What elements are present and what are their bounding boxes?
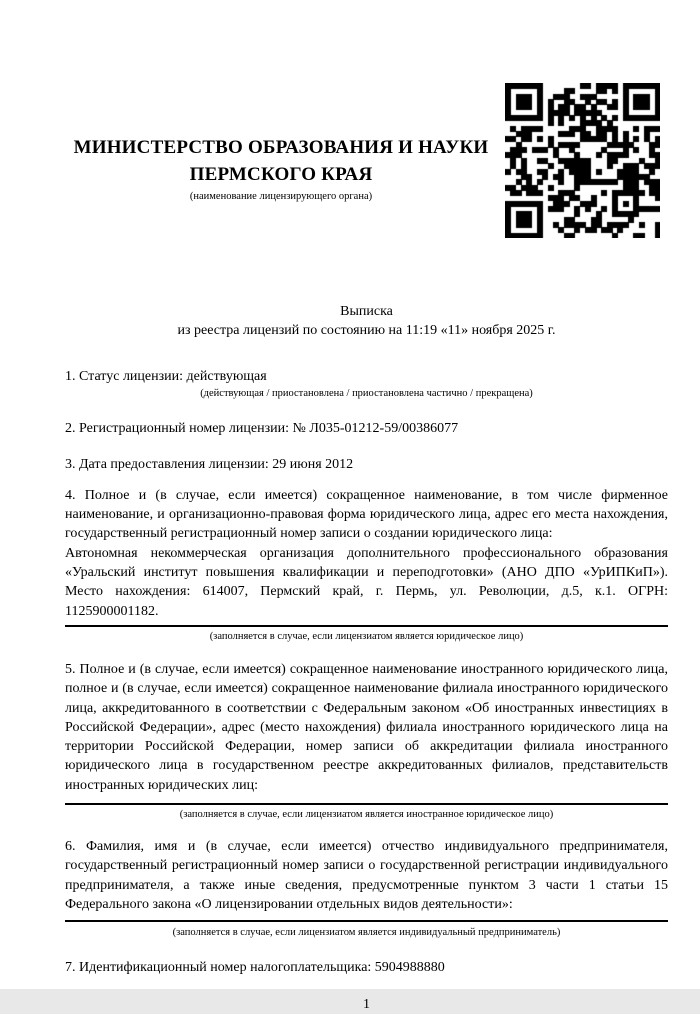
licensing-authority-block <box>65 83 497 203</box>
item-4-legal-entity-value: Автономная некоммерческая организация дополнительного профессионального образования «Уральский институт повышения квалификации и переподготовки» (АНО ДПО «УрИПКиП»). Место нахождения: 614007, Пермский край, г. Пермь, ул. Революции, д.5, к.1. ОГРН: 1125900001182. <box>65 545 668 619</box>
item-7-taxpayer-number: 7. Идентификационный номер налогоплательщика: 5904988880 <box>65 960 445 976</box>
ministry-caption: (наименование лицензирующего органа) <box>189 191 373 202</box>
ministry-name-line2: ПЕРМСКОГО КРАЯ <box>189 164 373 185</box>
document-title-line1: Выписка <box>340 304 393 319</box>
item-1-license-status: 1. Статус лицензии: действующая <box>65 369 267 384</box>
ministry-name-line1: МИНИСТЕРСТВО ОБРАЗОВАНИЯ И НАУКИ <box>73 137 489 158</box>
item-1-caption: (действующая / приостановлена / приостановлена частично / прекращена) <box>200 388 533 400</box>
document-header <box>65 0 668 238</box>
item-2-registration-number: 2. Регистрационный номер лицензии: № Л035-01212-59/00386077 <box>65 421 459 437</box>
fill-in-rule-foreign-entity <box>65 803 668 805</box>
item-5-foreign-entity-label: 5. Полное и (в случае, если имеется) сокращенное наименование иностранного юридического лица, полное и (в случае, если имеется) сокращенное наименование филиала иностранного юридического лица, аккредитованного в соответствии с Федеральным законом «Об иностранных инвестициях в Российской Федерации», адрес (место нахождения) филиала иностранного юридического лица на территории Российской Федерации, номер записи об аккредитации филиала иностранного юридического лица в государственном реестре аккредитованных филиалов, представительств иностранных юридических лиц: <box>65 661 668 793</box>
document-title-line2: из реестра лицензий по состоянию на 11:19 «11» ноября 2025 г. <box>177 323 556 338</box>
document-title <box>65 302 668 340</box>
item-5-caption: (заполняется в случае, если лицензиатом является иностранное юридическое лицо) <box>179 809 554 821</box>
qr-code-icon <box>505 83 660 238</box>
fill-in-rule-entrepreneur <box>65 920 668 922</box>
fill-in-rule-legal-entity <box>65 625 668 627</box>
item-6-entrepreneur-label: 6. Фамилия, имя и (в случае, если имеется) отчество индивидуального предпринимателя, государственный регистрационный номер записи о государственной регистрации индивидуального предпринимателя, а также иные сведения, предусмотренные пунктом 3 части 1 статьи 15 Федерального закона «О лицензировании отдельных видов деятельности»: <box>65 839 668 912</box>
item-4-caption: (заполняется в случае, если лицензиатом является юридическое лицо) <box>209 630 524 642</box>
item-6-caption: (заполняется в случае, если лицензиатом является индивидуальный предприниматель) <box>172 927 561 939</box>
page-number: 1 <box>363 996 370 1012</box>
item-3-grant-date: 3. Дата предоставления лицензии: 29 июня 2012 <box>65 456 354 472</box>
item-4-legal-entity-label: 4. Полное и (в случае, если имеется) сокращенное наименование, в том числе фирменное наименование, и организационно-правовая форма юридического лица, адрес его места нахождения, государственный регистрационный номер записи о создании юридического лица: <box>65 487 668 542</box>
